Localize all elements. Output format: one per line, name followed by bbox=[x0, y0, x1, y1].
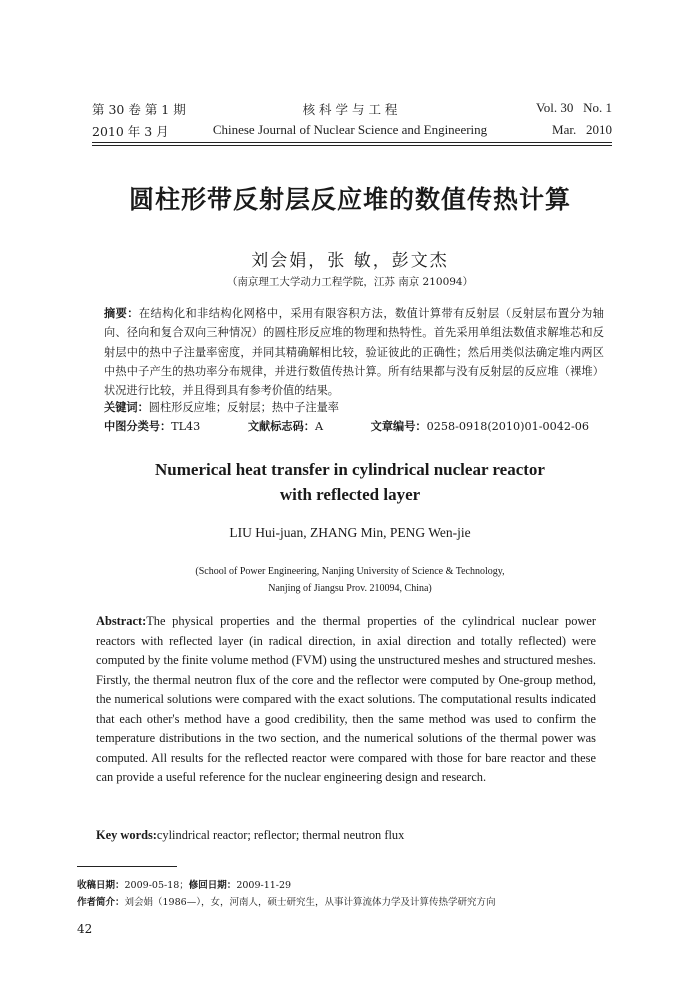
paper-title-en-line1: Numerical heat transfer in cylindrical nuclear reactor bbox=[155, 460, 545, 479]
footnote-author: 作者简介：刘会娟（1986—），女，河南人，硕士研究生，从事计算流体力学及计算传热学研究方向 bbox=[77, 897, 496, 908]
header-issue-cn: 第 30 卷 第 1 期 bbox=[92, 102, 186, 117]
paper-title-cn: 圆柱形带反射层反应堆的数值传热计算 bbox=[128, 185, 571, 214]
keywords-en-label: Key words: bbox=[96, 828, 157, 842]
authors-en: LIU Hui-juan, ZHANG Min, PENG Wen-jie bbox=[229, 525, 471, 540]
abstract-en-label: Abstract: bbox=[96, 614, 147, 628]
affiliation-en-line1: (School of Power Engineering, Nanjing University of Science & Technology, bbox=[195, 566, 505, 577]
abstract-cn bbox=[104, 304, 604, 400]
affiliation-cn: （南京理工大学动力工程学院，江苏 南京 210094） bbox=[226, 276, 474, 288]
paper-title-en bbox=[0, 457, 700, 507]
keywords-cn-label: 关键词： bbox=[104, 401, 149, 414]
header-date-cn: 2010 年 3 月 bbox=[92, 124, 169, 139]
footnote-dates: 收稿日期：2009-05-18；修回日期：2009-11-29 bbox=[77, 880, 292, 891]
abstract-en bbox=[96, 612, 596, 788]
classification-line bbox=[104, 418, 633, 434]
paper-title-en-line2: with reflected layer bbox=[279, 485, 421, 504]
abstract-en-text: The physical properties and the thermal properties of the cylindrical nuclear power reactors with reflected layer (in radical direction, in axial direction and totally reflected) were computed by the finite volume method (FVM) using the unstructured meshes and structured meshes. Firstly, the thermal neutron flux of the core and the reflector were computed by One-group method, the numerical solutions were compared with the exact solutions. The computational results indicated that each other's method have a good credibility, then the same method was used to confirm the temperature distributions in the two section, and the numerical solutions of the thermal power was computed. All results for the reflected reactor were compared with those for bare reactor and these can provide a useful reference for the nuclear engineering design and research. bbox=[96, 614, 596, 784]
affiliation-en bbox=[0, 563, 700, 597]
header-journal-en: Chinese Journal of Nuclear Science and Engineering bbox=[212, 122, 488, 137]
page-number: 42 bbox=[77, 922, 93, 936]
keywords-cn bbox=[104, 399, 339, 415]
authors-cn: 刘会娟，张 敏，彭文杰 bbox=[251, 251, 449, 271]
footnote-rule bbox=[77, 866, 177, 867]
header-date-en: Mar. 2010 bbox=[552, 122, 612, 137]
header-rule-top bbox=[92, 142, 612, 143]
keywords-en bbox=[96, 828, 404, 843]
clc-number: 中图分类号：TL43 bbox=[104, 420, 201, 433]
affiliation-en-line2: Nanjing of Jiangsu Prov. 210094, China) bbox=[268, 583, 432, 594]
keywords-en-text: cylindrical reactor; reflector; thermal neutron flux bbox=[156, 828, 405, 842]
article-number: 文章编号：0258-0918(2010)01-0042-06 bbox=[370, 420, 590, 433]
header-rule-bottom bbox=[92, 145, 612, 146]
document-code: 文献标志码：A bbox=[247, 420, 324, 433]
abstract-cn-text: 在结构化和非结构化网格中，采用有限容积方法，数值计算带有反射层（反射层布置分为轴向、径向和复合双向三种情况）的圆柱形反应堆的物理和热特性。首先采用单组法数值求解堆芯和反射层中的热中子注量率密度，并同其精确解相比较，验证彼此的正确性；然后用类似法确定堆内两区中热中子产生的热功率分布规律，并进行数值传热计算。所有结果都与没有反射层的反应堆（裸堆）状况进行比较，并且得到具有参考价值的结果。 bbox=[104, 307, 604, 398]
header-journal-cn: 核 科 学 与 工 程 bbox=[302, 102, 398, 117]
keywords-cn-text: 圆柱形反应堆；反射层；热中子注量率 bbox=[148, 401, 339, 414]
abstract-cn-label: 摘要： bbox=[104, 307, 139, 320]
header-volume: Vol. 30 No. 1 bbox=[536, 100, 612, 115]
